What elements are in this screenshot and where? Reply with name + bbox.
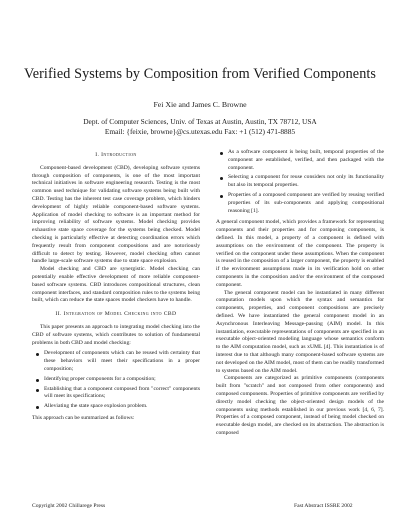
bullet-icon (220, 195, 223, 198)
bullet-icon (36, 389, 39, 392)
paragraph: Components are categorized as primitive components (components built from "scratch" and not composed from other components) and composed components. Properties of primitive components are verified by directly model checking the object-oriented design models of the components using methods established in our previous work [4, 6, 7]. Properties of a composed component, instead of being model checked on executable design model, are checked on its abstraction. The abstraction is composed (216, 375, 384, 436)
footer-copyright: Copyright 2002 Chillarege Press (32, 503, 106, 509)
paragraph: This paper presents an approach to integrating model checking into the CBD of software systems, which contributes to solution of fundamental problems in both CBD and model checking: (32, 323, 200, 346)
list-item: Development of components which can be reused with certainty that these behaviors will meet their specifications in a proper composition; (32, 350, 200, 373)
paper-title: Verified Systems by Composition from Verified Components (23, 66, 377, 82)
bullet-icon (36, 406, 39, 409)
bullet-list (32, 350, 200, 411)
paragraph: The general component model can be instantiated in many different computation models upon which the syntax and semantics for components, properties, and component compositions are precisely defined. We have instantiated the general component model in an Asynchronous Interleaving Message-passing (AIM) model. In this instantiation, executable representations of components are specified in an executable object-oriented modeling language whose semantics conform to the AIM computation model, such as xUML [4]. This instantiation is of interest due to that although many component-based software systems are not developed on the AIM model, most of them can be readily transformed to systems based on the AIM model. (216, 289, 384, 374)
contact-info: Email: {feixie, browne}@cs.utexas.edu Fax: +1 (512) 471-8885 (104, 127, 296, 136)
section-heading-introduction: I. Introduction (95, 152, 137, 158)
bullet-list (216, 149, 384, 215)
affiliation: Dept. of Computer Sciences, Univ. of Texas at Austin, Austin, TX 78712, USA (83, 117, 317, 126)
paragraph: A general component model, which provides a framework for representing components and their properties and for composing components, is defined. In this model, a property of a component is defined with assumptions on the environment of the component. The property is verified on the component under these assumptions. When the component is reused in the composition of a larger component, the property is enabled if the environment assumptions made in its verification hold on other components in the composition and/or the environment of the composed component. (216, 219, 384, 288)
paragraph: Model checking and CBD are synergistic. Model checking can potentially enable effective development of more reliable component-based software systems. CBD introduces compositional structures, clean component interfaces, and standard composition rules to the systems being built, which can reduce the state spaces model checkers have to handle. (32, 266, 200, 304)
bullet-icon (36, 353, 39, 356)
list-item: Alleviating the state space explosion problem. (32, 403, 200, 411)
affiliation-block (20, 117, 380, 137)
list-item: Identifying proper components for a composition; (32, 376, 200, 384)
section-heading-integration: II. Integration of Model Checking into CBD (55, 311, 177, 318)
bullet-icon (220, 152, 223, 155)
list-item: As a software component is being built, temporal properties of the component are established, verified, and then packaged with the component. (216, 149, 384, 172)
paragraph: This approach can be summarized as follows: (32, 414, 135, 421)
author-names: Fei Xie and James C. Browne (153, 100, 247, 109)
paragraph: Component-based development (CBD), developing software systems through composition of components, is one of the most important technical initiatives in software engineering research. Testing is the most common used technique for validating software systems being built with CBD. Testing has the inherent test case coverage problem, which hinders development of highly reliable component-based software systems. Application of model checking to software is an important method for improving reliability of software systems. Model checking provides exhaustive state space coverage for the systems being checked. Model checking is particularly effective at detecting coordination errors which frequently result from component compositions and are notoriously difficult to detect by testing. However, model checking often cannot handle large-scale software systems due to state space explosion. (32, 164, 200, 265)
list-item: Establishing that a component composed from "correct" components will meet its specifications; (32, 386, 200, 402)
bullet-icon (220, 177, 223, 180)
left-column (32, 150, 200, 423)
list-item: Selecting a component for reuse considers not only its functionality but also its temporal properties. (216, 174, 384, 190)
bullet-icon (36, 379, 39, 382)
right-column (216, 149, 384, 438)
list-item: Properties of a composed component are verified by reusing verified properties of its sub-components and applying compositional reasoning [1]. (216, 192, 384, 215)
footer-venue: Fast Abstract ISSRE 2002 (294, 503, 353, 509)
